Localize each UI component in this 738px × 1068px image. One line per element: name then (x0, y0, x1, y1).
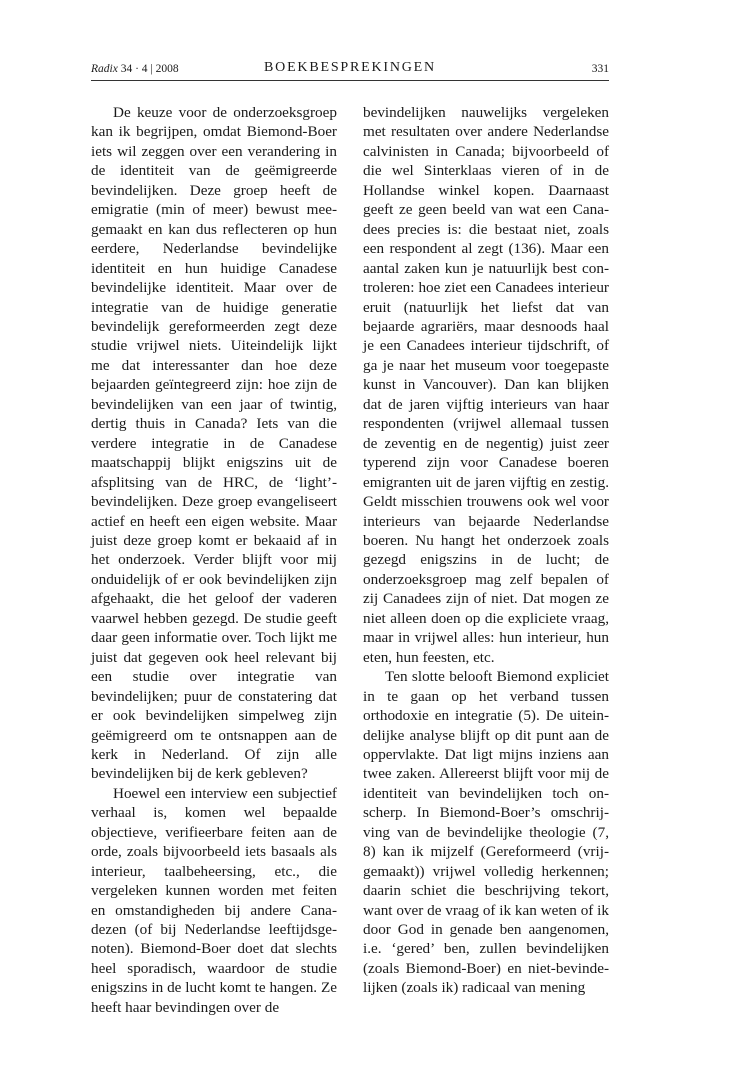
journal-name: Radix (91, 63, 118, 75)
running-header (91, 60, 609, 82)
paragraph: De keuze voor de onderzoeksgroep kan ik begrijpen, omdat Biemond-Boer iets wil zeggen over een verandering in de identiteit van de geëmigreerde bevindelijken. Deze groep heeft de emigratie (min of meer) bewust meegemaakt en kan dus reflecteren op hun eerdere, Nederlandse bevindelijke identiteit en hun huidige Canadese bevindelijke identiteit. Maar over de integratie van de huidige generatie bevindelijk gereformeerden zegt deze studie vrijwel niets. Uiteindelijk lijkt me dat interessanter dan hoe deze bejaarden geïntegreerd zijn: hoe zijn de bevindelijken van een jaar of twintig, dertig thuis in Canada? Iets van die verdere integratie in de Canadese maatschappij blijkt enigszins uit de afsplitsing van de HRC, de ‘light’-bevindelijken. Deze groep evangeliseert actief en heeft een eigen website. Maar juist deze groep komt er bekaaid af in het onderzoek. Verder blijft voor mij onduidelijk of er ook bevindelijken zijn afgehaakt, die het geloof der vaderen vaarwel hebben gezegd. De studie geeft daar geen informatie over. Toch lijkt me juist dat gegeven ook heel relevant bij een studie over integratie van bevindelijken; puur de constatering dat er ook bevindelijken simpelweg zijn geëmigreerd om te ontsnappen aan de kerk in Nederland. Of zijn alle bevindelijken bij de kerk gebleven? (91, 104, 337, 783)
paragraph: Ten slotte belooft Biemond expliciet in te gaan op het verband tussen orthodoxie en integratie (5). De uiteindelijke analyse blijft op dit punt aan de oppervlakte. Dat ligt mijns inziens aan twee zaken. Allereerst blijft voor mij de identiteit van bevindelijken toch onscherp. In Biemond-Boer’s omschrijving van de bevindelijke theologie (7, 8) kan ik mijzelf (Gereformeerd (vrijgemaakt)) vrijwel volledig herkennen; daarin schiet die beschrijving tekort, want over de vraag of ik kan weten of ik door God in genade ben aangenomen, i.e. ‘gered’ ben, zullen bevindelijken (zoals Biemond-Boer) en niet-bevindelijken (zoals ik) radicaal van mening (363, 668, 609, 997)
page-number: 331 (591, 63, 609, 75)
journal-issue: 34 · 4 | 2008 (120, 63, 179, 75)
paragraph: Hoewel een interview een subjectief verhaal is, komen wel bepaalde objectieve, verifieerbare feiten aan de orde, zoals bijvoorbeeld iets basaals als interieur, taalbeheersing, etc., die vergeleken kunnen worden met feiten en omstandigheden bij andere Canadezen (of bij Nederlandse leeftijdsgenoten). Biemond-Boer doet dat slechts heel sporadisch, waardoor de studie enigszins in de lucht komt te hangen. Ze heeft haar bevindingen over de (91, 784, 337, 1016)
right-column (363, 103, 609, 998)
section-title: BOEKBESPREKINGEN (264, 60, 436, 75)
header-rule (91, 80, 609, 81)
left-column (91, 103, 337, 1017)
paragraph-continued: bevindelijken nauwelijks vergeleken met resultaten over andere Nederlandse calvinisten in Canada; bijvoorbeeld of die wel Sinterklaas vieren of in de Hollandse winkel kopen. Daarnaast geeft ze geen beeld van wat een Canadees precies is: die bestaat niet, zoals een respondent al zegt (136). Maar een aantal zaken kun je natuurlijk best controleren: hoe ziet een Canadees interieur eruit (natuurlijk het liefst dat van bejaarde agrariërs, maar desnoods haal je een Canadees interieur tijdschrift, of ga je naar het museum voor toegepaste kunst in Vancouver). Dan kan blijken dat de jaren vijftig interieurs van haar respondenten (vrijwel allemaal tussen de zeventig en de negentig) juist zeer typerend zijn voor Canadese boeren emigranten uit de jaren vijftig en zestig. Geldt misschien trouwens ook wel voor interieurs van bejaarde Nederlandse boeren. Nu hangt het onderzoek zoals gezegd enigszins in de lucht; de onderzoeksgroep mag zelf bepalen of zij Canadees zijn of niet. Dat mogen ze niet alleen doen op die expliciete vraag, maar in vrijwel alles: hun interieur, hun eten, hun feesten, etc. (363, 104, 609, 666)
